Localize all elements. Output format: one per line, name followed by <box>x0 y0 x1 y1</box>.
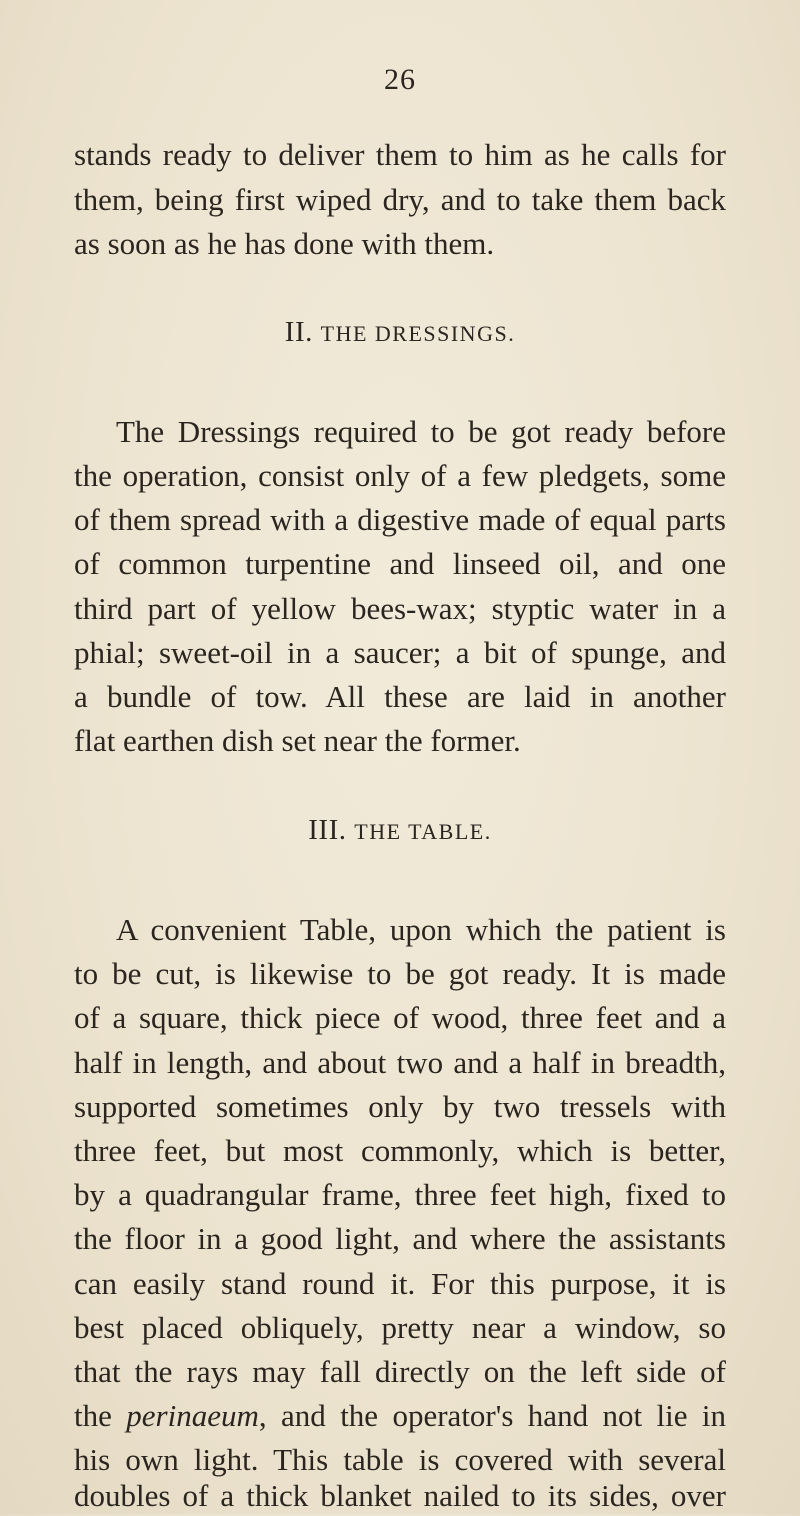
text-line: that the rays may fall directly on the left side of <box>74 1354 726 1389</box>
text-line: by a quadrangular frame, three feet high, fixed to <box>74 1177 726 1212</box>
text-line: the floor in a good light, and where the assistants <box>74 1221 726 1256</box>
text-line: third part of yellow bees-wax; styptic water in a <box>74 591 726 626</box>
section-title: THE TABLE. <box>354 819 492 844</box>
text-line: of a square, thick piece of wood, three feet and a <box>74 1000 726 1035</box>
text-line: can easily stand round it. For this purpose, it is <box>74 1266 726 1301</box>
text-line: supported sometimes only by two tressels with <box>74 1089 726 1124</box>
section-heading-dressings <box>0 314 800 352</box>
text-line: The Dressings required to be got ready before <box>116 414 726 449</box>
section-numeral: III. <box>308 814 347 846</box>
text-line-with-italic <box>74 1396 726 1436</box>
text-line: three feet, but most commonly, which is better, <box>74 1133 726 1168</box>
text-line: as soon as he has done with them. <box>74 226 495 261</box>
text-line: a bundle of tow. All these are laid in another <box>74 679 726 714</box>
text-run: the <box>74 1398 127 1433</box>
text-line: half in length, and about two and a half in breadth, <box>74 1045 726 1080</box>
text-line: of them spread with a digestive made of equal parts <box>74 502 726 537</box>
text-line: doubles of a thick blanket nailed to its sides, over <box>74 1478 726 1513</box>
page-number: 26 <box>384 63 416 96</box>
text-line: to be cut, is likewise to be got ready. It is made <box>74 956 726 991</box>
text-line: the operation, consist only of a few pledgets, some <box>74 458 726 493</box>
section-title: THE DRESSINGS. <box>320 321 516 346</box>
text-line: of common turpentine and linseed oil, and one <box>74 546 726 581</box>
text-line: flat earthen dish set near the former. <box>74 723 521 758</box>
section-heading-table <box>0 812 800 850</box>
text-line: A convenient Table, upon which the patient is <box>116 912 726 947</box>
section-numeral: II. <box>284 316 313 348</box>
text-line: them, being first wiped dry, and to take them back <box>74 182 726 217</box>
text-line: phial; sweet-oil in a saucer; a bit of spunge, and <box>74 635 726 670</box>
italic-term: perinaeum <box>126 1398 259 1433</box>
text-line: stands ready to deliver them to him as he calls for <box>74 137 726 172</box>
text-line: best placed obliquely, pretty near a window, so <box>74 1310 726 1345</box>
text-run: , and the operator's hand not lie in <box>258 1398 726 1433</box>
text-line: his own light. This table is covered with several <box>74 1442 726 1477</box>
